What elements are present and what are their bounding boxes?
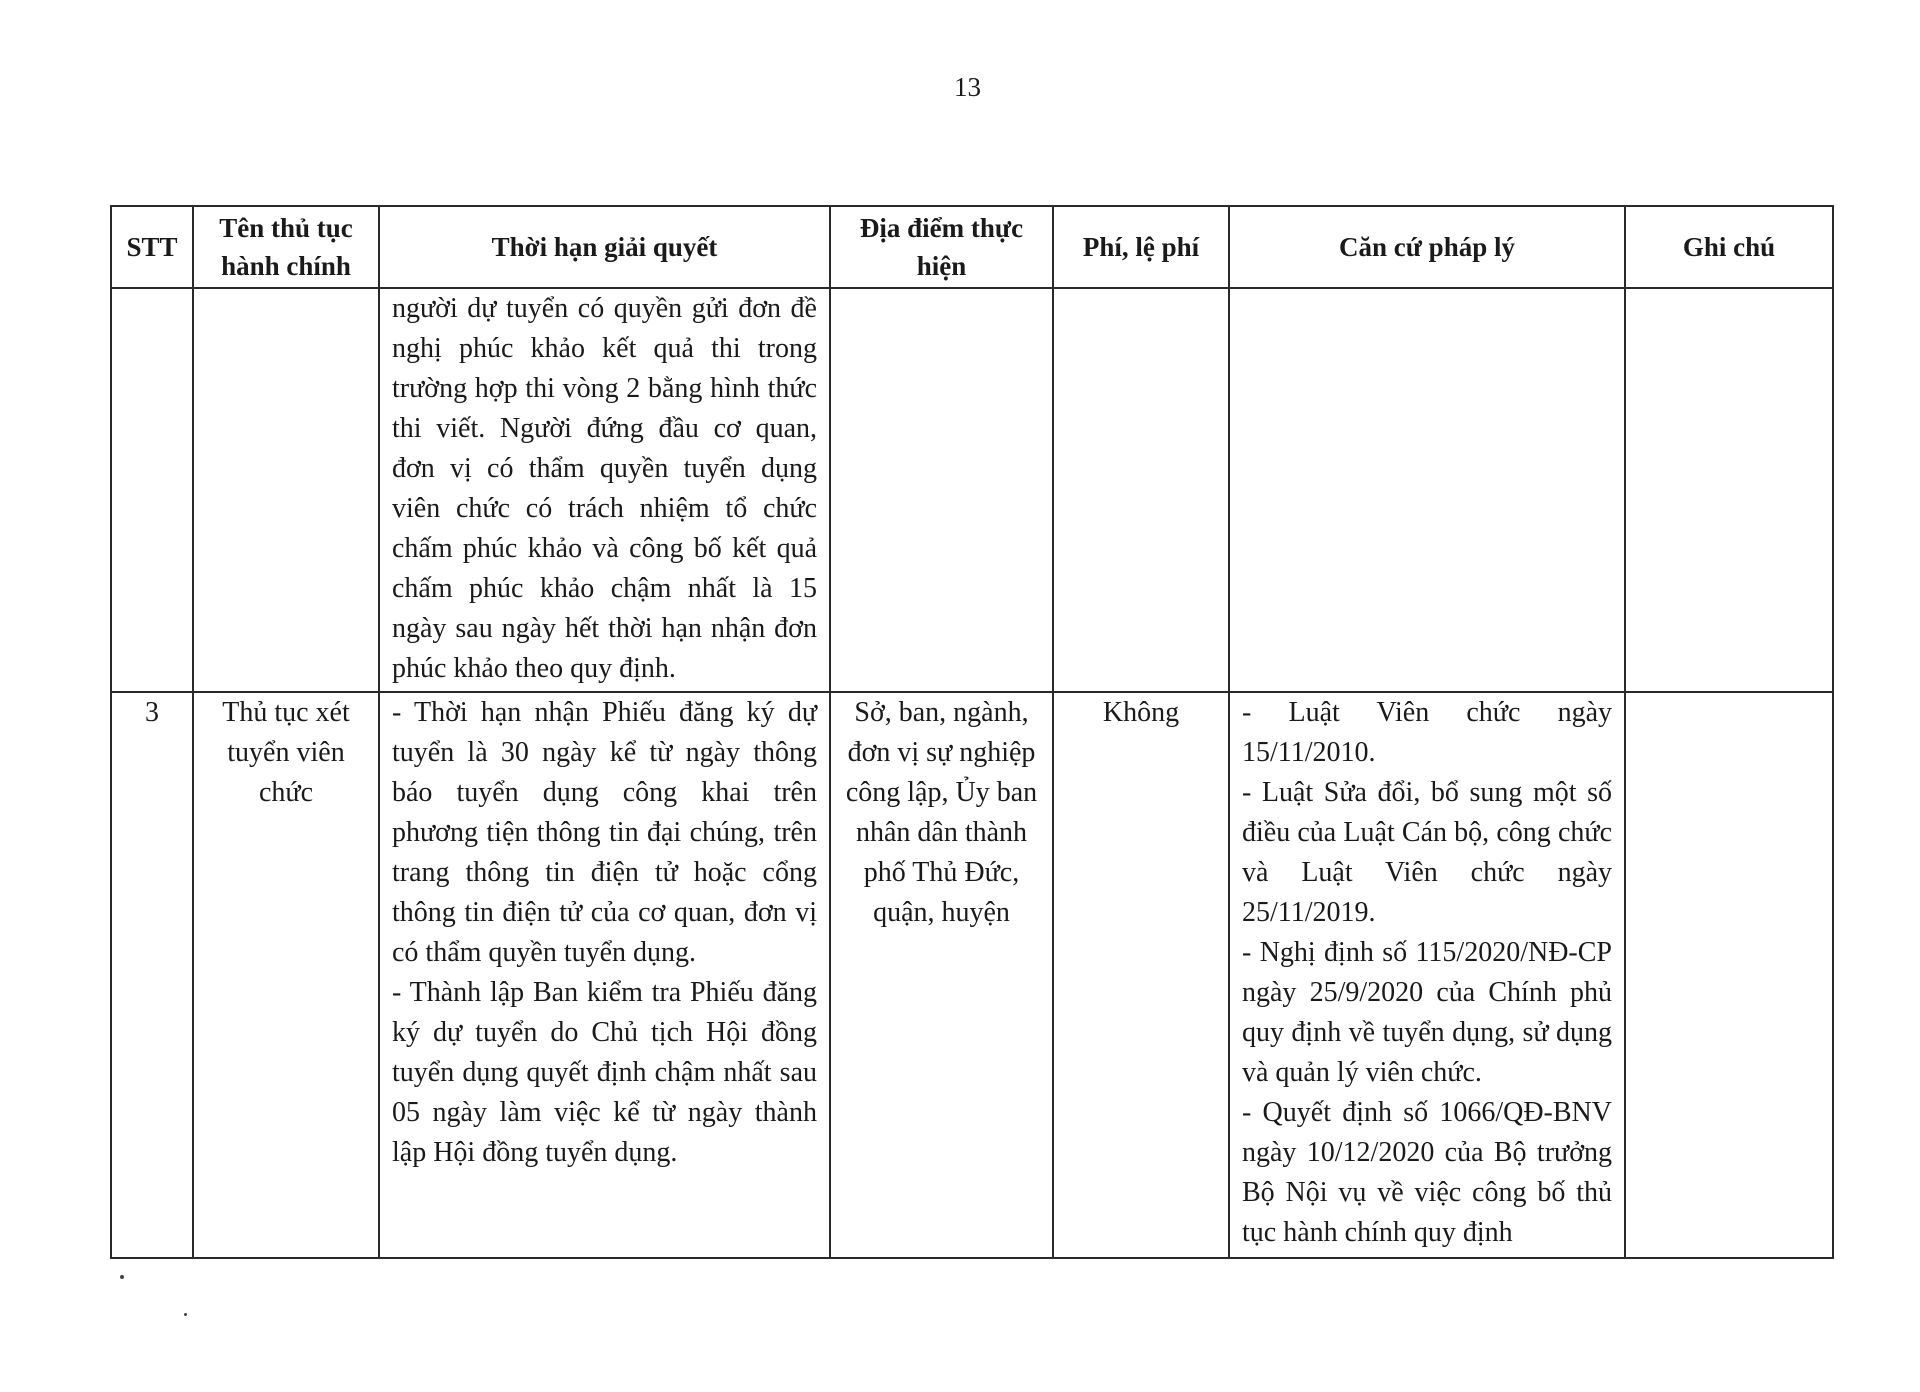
cell-procedure-name: Thủ tục xét tuyển viên chức [193,692,379,1258]
header-fee: Phí, lệ phí [1053,206,1229,288]
legal-item: - Luật Viên chức ngày 15/11/2010. [1242,697,1612,768]
table-header-row [111,206,1833,288]
cell-deadline: người dự tuyển có quyền gửi đơn đề nghị phúc khảo kết quả thi trong trường hợp thi vòng 2 bằng hình thức thi viết. Người đứng đầu cơ quan, đơn vị có thẩm quyền tuyển dụng viên chức có trách nhiệm tổ chức chấm phúc khảo và công bố kết quả chấm phúc khảo chậm nhất là 15 ngày sau ngày hết thời hạn nhận đơn phúc khảo theo quy định. [379,288,830,692]
page-number: 13 [954,72,981,102]
table-row [111,692,1833,1258]
legal-item: - Luật Sửa đổi, bổ sung một số điều của Luật Cán bộ, công chức và Luật Viên chức ngày 25/11/2019. [1242,777,1612,928]
deadline-item: - Thành lập Ban kiểm tra Phiếu đăng ký dự tuyển do Chủ tịch Hội đồng tuyển dụng quyết định chậm nhất sau 05 ngày làm việc kể từ ngày thành lập Hội đồng tuyển dụng. [392,977,817,1168]
cell-legal-basis [1229,692,1625,1258]
header-procedure-name: Tên thủ tục hành chính [193,206,379,288]
cell-legal-basis [1229,288,1625,692]
legal-item: - Nghị định số 115/2020/NĐ-CP ngày 25/9/2020 của Chính phủ quy định về tuyển dụng, sử dụng và quản lý viên chức. [1242,937,1612,1088]
cell-note [1625,692,1833,1258]
cell-location [830,288,1053,692]
header-deadline: Thời hạn giải quyết [379,206,830,288]
deadline-item: - Thời hạn nhận Phiếu đăng ký dự tuyển là 30 ngày kể từ ngày thông báo tuyển dụng công khai trên phương tiện thông tin đại chúng, trên trang thông tin điện tử hoặc cổng thông tin điện tử của cơ quan, đơn vị có thẩm quyền tuyển dụng. [392,697,817,968]
header-legal-basis: Căn cứ pháp lý [1229,206,1625,288]
cell-fee: Không [1053,692,1229,1258]
cell-stt [111,288,193,692]
legal-item: - Quyết định số 1066/QĐ-BNV ngày 10/12/2020 của Bộ trưởng Bộ Nội vụ về việc công bố thủ tục hành chính quy định [1242,1097,1612,1248]
table-row [111,288,1833,692]
procedures-table [110,205,1834,1259]
cell-note [1625,288,1833,692]
header-location: Địa điểm thực hiện [830,206,1053,288]
cell-location: Sở, ban, ngành, đơn vị sự nghiệp công lập, Ủy ban nhân dân thành phố Thủ Đức, quận, huyện [830,692,1053,1258]
cell-procedure-name [193,288,379,692]
header-note: Ghi chú [1625,206,1833,288]
scan-speck [184,1313,187,1316]
cell-fee [1053,288,1229,692]
cell-stt: 3 [111,692,193,1258]
scan-speck [120,1275,124,1279]
header-stt: STT [111,206,193,288]
cell-deadline [379,692,830,1258]
